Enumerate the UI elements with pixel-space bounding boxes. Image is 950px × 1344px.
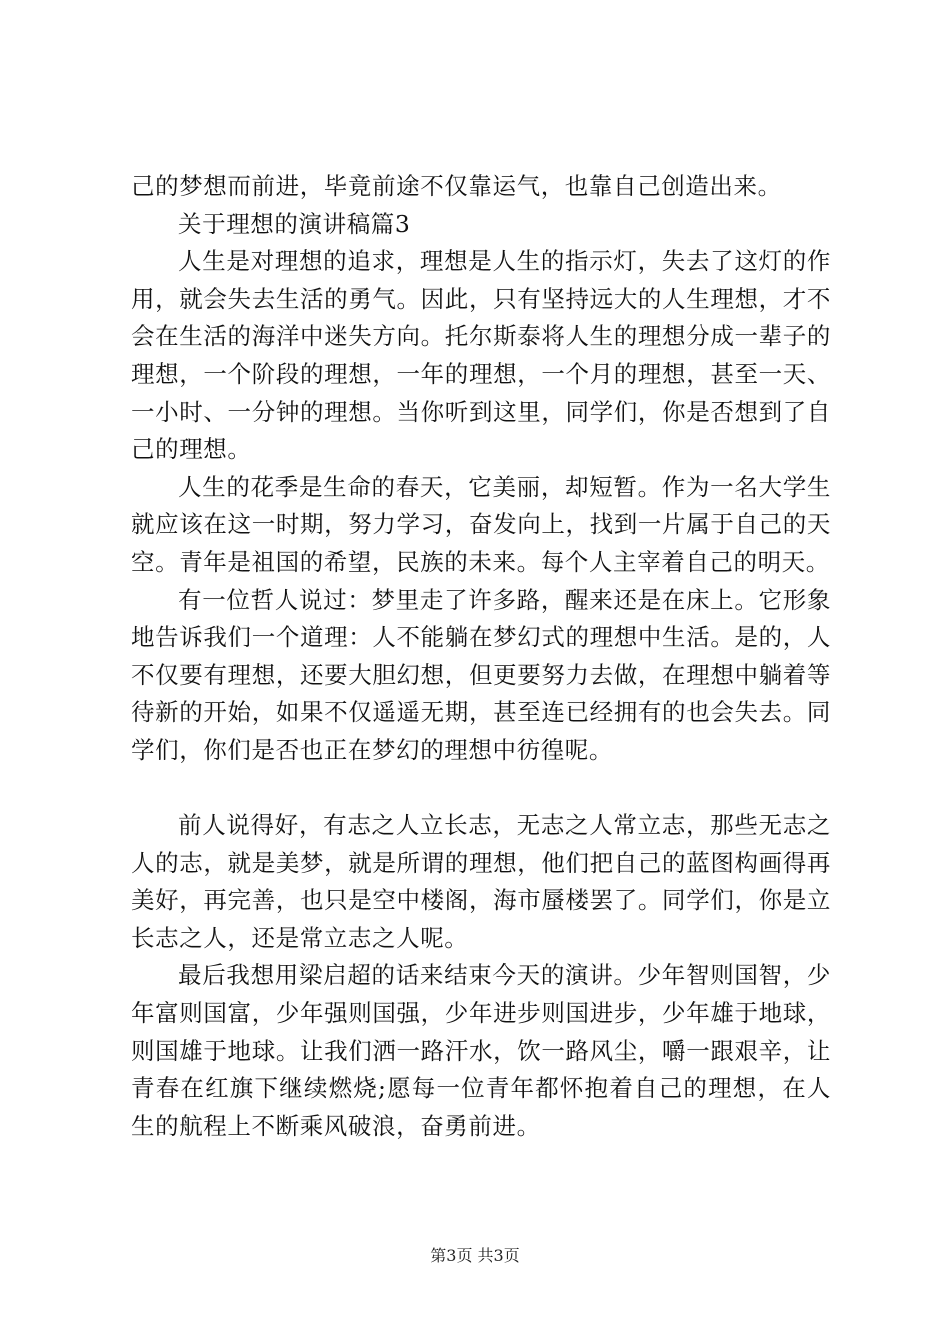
paragraph: 前人说得好，有志之人立长志，无志之人常立志，那些无志之人的志，就是美梦，就是所谓的理想，他们把自己的蓝图构画得再美好，再完善，也只是空中楼阁，海市蜃楼罢了。同学们，你是立长志之人，还是常立志之人呢。 bbox=[131, 811, 831, 952]
paragraph: 人生是对理想的追求，理想是人生的指示灯，失去了这灯的作用，就会失去生活的勇气。因此，只有坚持远大的人生理想，才不会在生活的海洋中迷失方向。托尔斯泰将人生的理想分成一辈子的理想，一个阶段的理想，一年的理想，一个月的理想，甚至一天、一小时、一分钟的理想。当你听到这里，同学们，你是否想到了自己的理想。 bbox=[131, 247, 831, 464]
section-heading: 关于理想的演讲稿篇3 bbox=[178, 209, 411, 238]
paragraph-continuation: 己的梦想而前进，毕竟前途不仅靠运气，也靠自己创造出来。 bbox=[131, 172, 782, 200]
paragraph: 最后我想用梁启超的话来结束今天的演讲。少年智则国智，少年富则国富，少年强则国强，少年进步则国进步，少年雄于地球，则国雄于地球。让我们洒一路汗水，饮一路风尘，嚼一跟艰辛，让青春在红旗下继续燃烧;愿每一位青年都怀抱着自己的理想，在人生的航程上不断乘风破浪，奋勇前进。 bbox=[131, 961, 831, 1140]
paragraph: 有一位哲人说过：梦里走了许多路，醒来还是在床上。它形象地告诉我们一个道理：人不能躺在梦幻式的理想中生活。是的，人不仅要有理想，还要大胆幻想，但更要努力去做，在理想中躺着等待新的开始，如果不仅遥遥无期，甚至连已经拥有的也会失去。同学们，你们是否也正在梦幻的理想中彷徨呢。 bbox=[131, 585, 831, 764]
page-footer: 第3页 共3页 bbox=[430, 1246, 520, 1265]
document-body bbox=[131, 168, 831, 1145]
paragraph: 人生的花季是生命的春天，它美丽，却短暂。作为一名大学生就应该在这一时期，努力学习，奋发向上，找到一片属于自己的天空。青年是祖国的希望，民族的未来。每个人主宰着自己的明天。 bbox=[131, 472, 831, 576]
